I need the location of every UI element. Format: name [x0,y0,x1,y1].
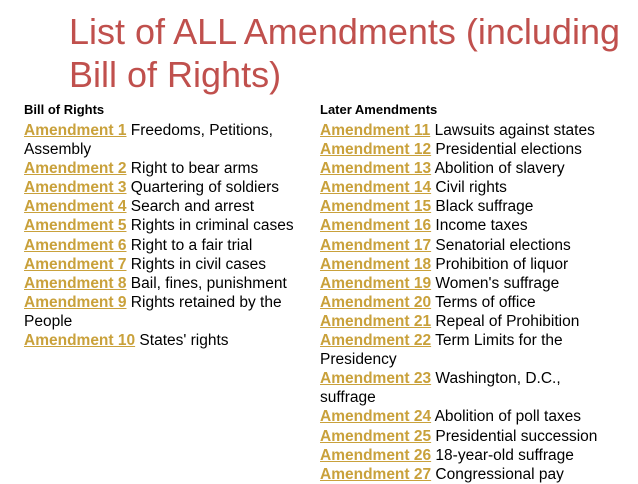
amendment-item [320,140,620,159]
amendment-description: Right to bear arms [126,160,259,178]
amendment-item [320,427,620,446]
amendment-description: Black suffrage [431,198,534,216]
amendment-link[interactable]: Amendment 14 [320,179,432,197]
amendment-description: States' rights [135,332,229,350]
amendment-description: Freedoms, Petitions, Assembly [24,122,273,159]
later-amendments-list [320,121,620,484]
amendment-item [320,121,620,140]
amendment-item [24,159,309,178]
amendment-link[interactable]: Amendment 16 [320,217,432,235]
amendment-description: Senatorial elections [431,236,571,254]
amendment-description: Civil rights [431,179,507,197]
amendment-item [320,312,620,331]
amendment-item [24,121,309,159]
amendment-link[interactable]: Amendment 15 [320,198,432,216]
amendment-link[interactable]: Amendment 3 [24,179,127,197]
amendment-link[interactable]: Amendment 20 [320,293,432,311]
amendment-link[interactable]: Amendment 5 [24,217,127,235]
amendment-description: Quartering of soldiers [126,179,279,197]
amendment-link[interactable]: Amendment 17 [320,236,432,254]
amendment-item [320,255,620,274]
amendment-description: Washington, D.C., suffrage [320,370,561,407]
amendment-description: Repeal of Prohibition [431,312,580,330]
slide-title: List of ALL Amendments (including Bill of Rights) [69,11,620,95]
amendment-item [320,446,620,465]
amendment-description: Presidential elections [431,141,582,159]
amendment-item [320,236,620,255]
amendment-item [24,293,309,331]
amendment-item [24,255,309,274]
amendment-description: Bail, fines, punishment [126,274,287,292]
amendment-link[interactable]: Amendment 2 [24,160,127,178]
amendment-link[interactable]: Amendment 8 [24,274,127,292]
amendment-link[interactable]: Amendment 25 [320,427,432,445]
amendment-description: Income taxes [431,217,528,235]
amendment-description: Right to a fair trial [126,236,253,254]
amendment-link[interactable]: Amendment 12 [320,141,432,159]
amendment-description: Presidential succession [431,427,598,445]
amendment-description: Abolition of poll taxes [431,408,582,426]
amendment-link[interactable]: Amendment 6 [24,236,127,254]
amendment-description: Rights in criminal cases [126,217,294,235]
amendment-item [24,216,309,235]
amendment-description: Congressional pay [431,465,564,483]
amendment-link[interactable]: Amendment 1 [24,122,127,139]
amendment-item [24,178,309,197]
amendment-description: Rights retained by the People [24,293,282,330]
later-amendments-column [320,100,620,484]
amendment-link[interactable]: Amendment 13 [320,160,432,178]
amendment-item [320,369,620,407]
amendment-link[interactable]: Amendment 24 [320,408,432,426]
amendment-description: Women's suffrage [431,274,560,292]
amendment-link[interactable]: Amendment 11 [320,122,431,139]
amendment-link[interactable]: Amendment 7 [24,255,127,273]
amendment-item [320,216,620,235]
amendment-link[interactable]: Amendment 19 [320,274,432,292]
amendment-link[interactable]: Amendment 10 [24,332,136,350]
amendment-item [320,331,620,369]
amendment-link[interactable]: Amendment 22 [320,332,432,350]
amendment-item [320,197,620,216]
amendment-link[interactable]: Amendment 21 [320,312,432,330]
amendment-description: Search and arrest [126,198,255,216]
amendment-description: Terms of office [431,293,536,311]
amendment-item [24,197,309,216]
amendment-link[interactable]: Amendment 23 [320,370,432,388]
amendment-description: 18-year-old suffrage [431,446,574,464]
amendment-link[interactable]: Amendment 26 [320,446,432,464]
amendment-description: Rights in civil cases [126,255,267,273]
amendment-item [320,159,620,178]
amendment-description: Term Limits for the Presidency [320,332,563,369]
amendment-item [320,178,620,197]
bill-of-rights-list [24,121,309,350]
amendment-item [320,407,620,426]
amendment-description: Lawsuits against states [430,122,595,139]
amendment-link[interactable]: Amendment 18 [320,255,432,273]
later-amendments-heading: Later Amendments [320,102,438,117]
amendment-link[interactable]: Amendment 9 [24,293,127,311]
bill-of-rights-heading: Bill of Rights [24,102,105,117]
amendment-item [320,274,620,293]
amendment-description: Abolition of slavery [431,160,565,178]
amendment-item [24,236,309,255]
amendment-item [24,331,309,350]
amendment-item [24,274,309,293]
amendment-link[interactable]: Amendment 27 [320,465,432,483]
amendment-item [320,293,620,312]
amendment-link[interactable]: Amendment 4 [24,198,127,216]
amendment-description: Prohibition of liquor [431,255,569,273]
bill-of-rights-column [24,100,309,350]
amendment-item [320,465,620,484]
